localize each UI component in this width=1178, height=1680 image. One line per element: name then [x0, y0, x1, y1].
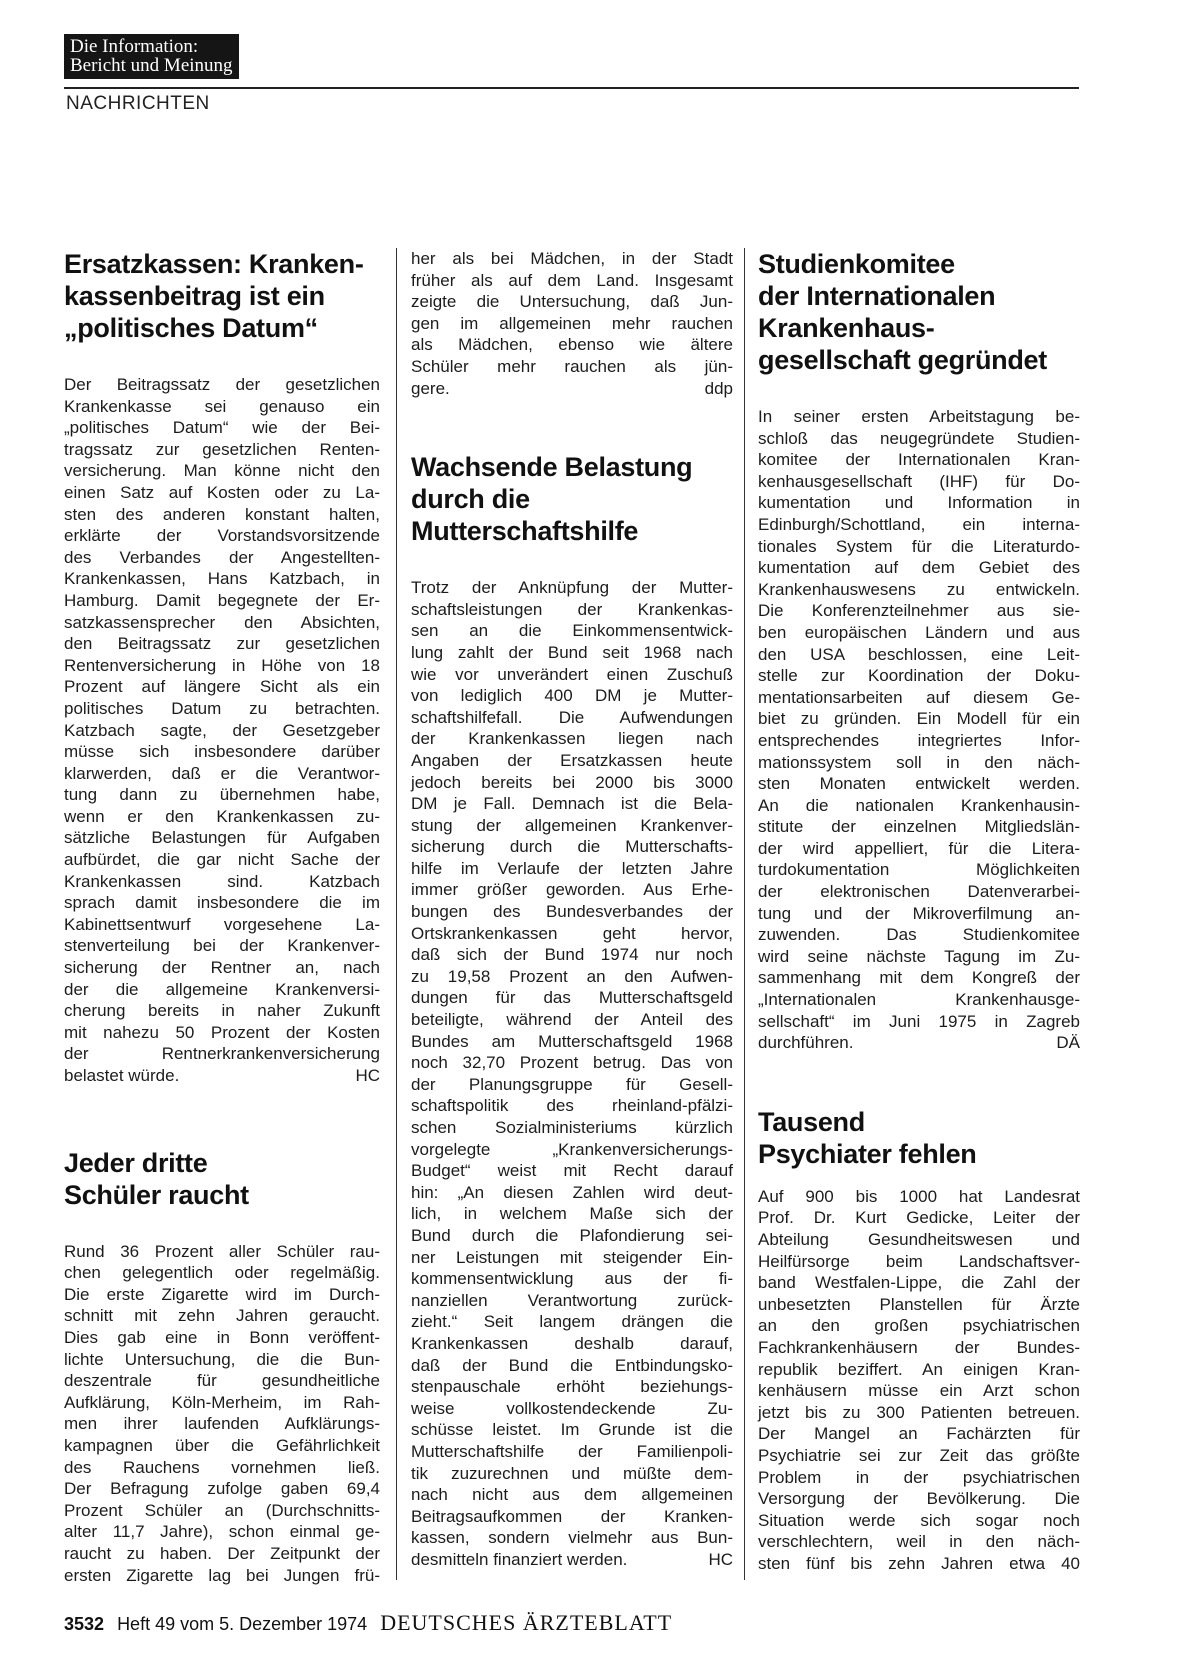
text-line: des Verbandes der Angestellten- — [64, 547, 380, 567]
text-line: zieht.“ Seit langem drängen die — [411, 1312, 733, 1332]
text-line: durchführen. DÄ — [758, 1033, 1080, 1053]
text-line: stung der allgemeinen Krankenver- — [411, 815, 733, 835]
author-signature: ddp — [704, 378, 733, 398]
text-line: tragssatz zur gesetzlichen Renten- — [64, 439, 380, 459]
text-line: zeigte die Untersuchung, daß Jun- — [411, 292, 733, 312]
text-line: Prozent auf längere Sicht als ein — [64, 677, 380, 697]
text-line: band Westfalen-Lippe, die Zahl der — [758, 1273, 1080, 1293]
text-line: tik zuzurechnen und müßte dem- — [411, 1463, 733, 1483]
text-line: Problem in der psychiatrischen — [758, 1467, 1080, 1487]
title-line: Psychiater fehlen — [758, 1138, 977, 1169]
text-line: komitee der Internationalen Kran- — [758, 450, 1080, 470]
text-line: kampagnen über die Gefährlichkeit — [64, 1435, 380, 1455]
title-line: durch die — [411, 484, 530, 515]
text-line: nanziellen Verantwortung zurück- — [411, 1290, 733, 1310]
text-line: sellschaft“ im Juni 1975 in Zagreb — [758, 1011, 1080, 1031]
text-line: von lediglich 400 DM je Mutter- — [411, 686, 733, 706]
text-line: verschlechtern, weil in den näch- — [758, 1532, 1080, 1552]
text-line: der elektronischen Datenverarbei- — [758, 882, 1080, 902]
text-line: aufbürdet, die gar nicht Sache der — [64, 850, 380, 870]
text-line: Abteilung Gesundheitswesen und — [758, 1230, 1080, 1249]
title-line: Tausend — [758, 1106, 865, 1137]
author-signature: HC — [708, 1549, 733, 1569]
title-line: Schüler raucht — [64, 1179, 249, 1210]
text-line: wird seine nächste Tagung im Zu- — [758, 946, 1080, 966]
title-line: Krankenhaus- — [758, 313, 935, 343]
text-line: Der Beitragssatz der gesetzlichen — [64, 375, 380, 394]
article-body — [758, 1186, 1080, 1575]
article-ersatzkassen — [64, 248, 380, 1087]
text-line: kumentation auf dem Gebiet des — [758, 558, 1080, 578]
text-line: Fachkrankenhäusern der Bundes- — [758, 1337, 1080, 1357]
text-line: DM je Fall. Demnach ist die Bela- — [411, 794, 733, 814]
page-number: 3532 — [64, 1614, 105, 1634]
masthead — [64, 34, 239, 79]
text-line: turdokumentation Möglichkeiten — [758, 860, 1080, 880]
masthead-line2: Bericht und Meinung — [70, 55, 233, 76]
text-line: Psychiatrie sei zur Zeit das größte — [758, 1445, 1080, 1465]
text-line: politisches Datum zu betrachten. — [64, 698, 380, 718]
column-divider-2 — [744, 248, 745, 1580]
text-line: sten des anderen konstant halten, — [64, 504, 380, 524]
text-line: der Planungsgruppe für Gesell- — [411, 1074, 733, 1094]
text-line: mationssystem soll in den näch- — [758, 752, 1080, 772]
text-line: An die nationalen Krankenhausin- — [758, 795, 1080, 815]
text-line: „Internationalen Krankenhausge- — [758, 990, 1080, 1010]
text-line: versicherung. Man könne nicht den — [64, 461, 380, 481]
text-line: Trotz der Anknüpfung der Mutter- — [411, 578, 733, 598]
text-line: desmitteln finanziert werden. HC — [411, 1549, 733, 1569]
text-line: mit nahezu 50 Prozent der Kosten — [64, 1022, 380, 1042]
text-line: cherung bereits in naher Zukunft — [64, 1001, 380, 1021]
text-line: der die allgemeine Krankenversi- — [64, 979, 380, 999]
text-line: Prozent Schüler an (Durchschnitts- — [64, 1500, 380, 1520]
text-line: dungen für das Mutterschaftsgeld — [411, 988, 733, 1008]
article-body — [64, 1241, 380, 1587]
text-line: Krankenkassen, Hans Katzbach, in — [64, 569, 380, 589]
text-line: Angaben der Ersatzkassen heute — [411, 750, 733, 770]
text-line: gen im allgemeinen mehr rauchen — [411, 313, 733, 333]
title-line: Studienkomitee — [758, 249, 955, 279]
column-2 — [411, 248, 733, 1570]
text-line: gere. ddp — [411, 378, 733, 398]
article-title — [64, 1147, 380, 1211]
text-line: raucht zu haben. Der Zeitpunkt der — [64, 1543, 380, 1563]
text-line: der Krankenkassen liegen nach — [411, 729, 733, 749]
text-line: wie vor unverändert einen Zuschuß — [411, 664, 733, 684]
text-line: sten Monaten entwickelt werden. — [758, 774, 1080, 794]
text-line: ner Leistungen mit steigender Ein- — [411, 1247, 733, 1267]
text-line: lichte Untersuchung, die die Bun- — [64, 1349, 380, 1369]
text-line: Krankenkassen deshalb darauf, — [411, 1333, 733, 1353]
article-body-continued — [411, 248, 733, 399]
text-line: belastet würde. HC — [64, 1066, 380, 1085]
text-line: sätzliche Belastungen für Aufgaben — [64, 828, 380, 848]
text-line: mentationsarbeiten auf diesem Ge- — [758, 687, 1080, 707]
text-line: zuwenden. Das Studienkomitee — [758, 925, 1080, 945]
title-line: der Internationalen — [758, 281, 996, 311]
text-line: stitute der einzelnen Mitgliedslän- — [758, 817, 1080, 837]
text-line: hilfe im Verlaufe der letzten Jahre — [411, 858, 733, 878]
text-line: schüsse leistet. Im Grunde ist die — [411, 1420, 733, 1440]
text-line: Krankenkassen sind. Katzbach — [64, 871, 380, 891]
article-schueler — [64, 1147, 380, 1587]
section-label: NACHRICHTEN — [66, 93, 210, 114]
text-line: men ihrer laufenden Aufklärungs- — [64, 1414, 380, 1434]
text-line: nach nicht aus dem allgemeinen — [411, 1485, 733, 1505]
text-line: Dies gab eine in Bonn veröffent- — [64, 1327, 380, 1347]
author-signature: DÄ — [1056, 1033, 1080, 1053]
text-line: wenn er den Krankenkassen zu- — [64, 806, 380, 826]
column-3 — [758, 248, 1080, 1575]
text-line: Situation werde sich sogar noch — [758, 1510, 1080, 1530]
text-line: schen Sozialministeriums kürzlich — [411, 1118, 733, 1137]
text-line: sicherung der Rentner an, nach — [64, 958, 380, 978]
article-title — [411, 451, 733, 547]
text-line: erklärte der Vorstandsvorsitzende — [64, 526, 380, 546]
footer — [64, 1610, 672, 1636]
text-line: Kabinettsentwurf vorgesehene La- — [64, 914, 380, 934]
text-line: Katzbach sagte, der Gesetzgeber — [64, 720, 380, 740]
text-line: Aufklärung, Köln-Merheim, im Rah- — [64, 1392, 380, 1412]
column-1 — [64, 248, 380, 1586]
text-line: einen Satz auf Kosten oder zu La- — [64, 482, 380, 502]
column-divider-1 — [396, 248, 397, 1580]
title-line: „politisches Datum“ — [64, 313, 318, 343]
text-line: republik beziffert. An einigen Kran- — [758, 1359, 1080, 1379]
text-line: der Rentnerkrankenversicherung — [64, 1044, 380, 1064]
text-line: immer größer geworden. Aus Erhe- — [411, 880, 733, 900]
text-line: sammenhang mit dem Kongreß der — [758, 968, 1080, 988]
text-line: stelle zur Koordination der Doku- — [758, 666, 1080, 686]
text-line: schnitt mit zehn Jahren geraucht. — [64, 1306, 380, 1326]
text-line: müsse sich insbesondere darüber — [64, 742, 380, 762]
text-line: Auf 900 bis 1000 hat Landesrat — [758, 1186, 1080, 1206]
text-line: kenhausgesellschaft (IHF) für Do- — [758, 471, 1080, 491]
text-line: Bund durch die Plafondierung sei- — [411, 1225, 733, 1245]
text-line: entsprechendes integriertes Infor- — [758, 730, 1080, 750]
text-line: kassen, sondern vielmehr aus Bun- — [411, 1528, 733, 1548]
text-line: unbesetzten Planstellen für Ärzte — [758, 1294, 1080, 1314]
text-line: Mutterschaftshilfe der Familienpoli- — [411, 1441, 733, 1461]
text-line: Edinburgh/Schottland, ein interna- — [758, 514, 1080, 534]
text-line: kommensentwicklung aus der fi- — [411, 1269, 733, 1289]
article-title — [758, 248, 1080, 376]
title-line: Wachsende Belastung — [411, 452, 693, 483]
text-line: Ortskrankenkassen geht hervor, — [411, 923, 733, 943]
text-line: kumentation und Information in — [758, 493, 1080, 513]
text-line: früher als auf dem Land. Insgesamt — [411, 270, 733, 290]
text-line: jetzt bis zu 300 Patienten betreuen. — [758, 1402, 1080, 1422]
text-line: tionales System für die Literaturdo- — [758, 536, 1080, 556]
text-line: Krankenkasse sei genauso ein — [64, 396, 380, 416]
text-line: schloß das neugegründete Studien- — [758, 428, 1080, 448]
text-line: der wird appelliert, für die Litera- — [758, 838, 1080, 858]
text-line: Der Mangel an Fachärzten für — [758, 1424, 1080, 1444]
title-line: Mutterschaftshilfe — [411, 516, 639, 547]
text-line: Budget“ weist mit Recht darauf — [411, 1161, 733, 1181]
text-line: tung dann zu übernehmen habe, — [64, 785, 380, 805]
text-line: hin: „An diesen Zahlen wird deut- — [411, 1182, 733, 1202]
text-line: als Mädchen, ebenso wie ältere — [411, 335, 733, 355]
text-line: Rentenversicherung in Höhe von 18 — [64, 655, 380, 675]
article-body — [411, 577, 733, 1570]
text-line: beteiligte, während der Anteil des — [411, 1010, 733, 1030]
text-line: sprach damit insbesondere die im — [64, 893, 380, 913]
title-line: gesellschaft gegründet — [758, 345, 1047, 375]
text-line: Krankenhauswesens zu entwickeln. — [758, 579, 1080, 599]
text-line: Beitragsaufkommen der Kranken- — [411, 1506, 733, 1526]
article-studienkomitee — [758, 248, 1080, 1054]
text-line: her als bei Mädchen, in der Stadt — [411, 249, 733, 268]
article-title — [64, 248, 380, 344]
article-body — [64, 374, 380, 1087]
text-line: bungen des Bundesverbandes der — [411, 902, 733, 922]
header-rule — [64, 87, 1079, 89]
text-line: tung und der Mikroverfilmung an- — [758, 903, 1080, 923]
text-line: Rund 36 Prozent aller Schüler rau- — [64, 1241, 380, 1261]
text-line: sten fünf bis zehn Jahren etwa 40 — [758, 1553, 1080, 1573]
text-line: schaftsleistungen der Krankenkas- — [411, 599, 733, 619]
text-line: kenhäusern müsse ein Arzt schon — [758, 1381, 1080, 1401]
text-line: des Rauchens vornehmen ließ. — [64, 1457, 380, 1477]
text-line: Heilfürsorge beim Landschaftsver- — [758, 1251, 1080, 1271]
issue-info: Heft 49 vom 5. Dezember 1974 — [117, 1614, 368, 1634]
text-line: deszentrale für gesundheitliche — [64, 1371, 380, 1391]
title-line: kassenbeitrag ist ein — [64, 281, 325, 311]
text-line: jedoch bereits bei 2000 bis 3000 — [411, 772, 733, 792]
text-line: alter 11,7 Jahre), schon einmal ge- — [64, 1522, 380, 1542]
text-line: schaftspolitik des rheinland-pfälzi- — [411, 1096, 733, 1116]
article-mutterschaft — [411, 451, 733, 1570]
text-line: stenpauschale erhöht beziehungs- — [411, 1377, 733, 1397]
title-line: Ersatzkassen: Kranken- — [64, 249, 364, 279]
text-line: Der Befragung zufolge gaben 69,4 — [64, 1479, 380, 1499]
text-line: „politisches Datum“ wie der Bei- — [64, 418, 380, 438]
text-line: Die erste Zigarette wird im Durch- — [64, 1284, 380, 1304]
publication-name: DEUTSCHES ÄRZTEBLATT — [380, 1610, 673, 1635]
article-title — [758, 1106, 1080, 1170]
text-line: lich, in welchem Maße sich der — [411, 1204, 733, 1224]
text-line: Schüler mehr rauchen als jün- — [411, 356, 733, 376]
text-line: klarwerden, daß er die Verantwor- — [64, 763, 380, 783]
text-line: ersten Zigarette lag bei Jungen frü- — [64, 1565, 380, 1585]
text-line: noch 32,70 Prozent betrug. Das von — [411, 1053, 733, 1073]
text-line: satzkassensprecher den Absichten, — [64, 612, 380, 632]
text-line: lung zahlt der Bund seit 1968 nach — [411, 642, 733, 662]
text-line: weise vollkostendeckende Zu- — [411, 1398, 733, 1418]
text-line: Die Konferenzteilnehmer aus sie- — [758, 601, 1080, 621]
text-line: daß sich der Bund 1974 nur noch — [411, 945, 733, 965]
text-line: Prof. Dr. Kurt Gedicke, Leiter der — [758, 1208, 1080, 1228]
masthead-line1: Die Information: — [70, 36, 199, 57]
article-psychiater — [758, 1106, 1080, 1575]
text-line: In seiner ersten Arbeitstagung be- — [758, 407, 1080, 426]
text-line: chen gelegentlich oder regelmäßig. — [64, 1263, 380, 1283]
title-line: Jeder dritte — [64, 1147, 208, 1178]
text-line: sicherung durch die Mutterschafts- — [411, 837, 733, 857]
text-line: schaftshilfefall. Die Aufwendungen — [411, 707, 733, 727]
text-line: biet zu gründen. Ein Modell für ein — [758, 709, 1080, 729]
text-line: vorgelegte „Krankenversicherungs- — [411, 1139, 733, 1159]
text-line: zu 19,58 Prozent an den Aufwen- — [411, 966, 733, 986]
text-line: den USA beschlossen, eine Leit- — [758, 644, 1080, 664]
text-line: stenverteilung bei der Krankenver- — [64, 936, 380, 956]
author-signature: HC — [355, 1066, 380, 1085]
text-line: an den großen psychiatrischen — [758, 1316, 1080, 1336]
text-line: den Beitragssatz zur gesetzlichen — [64, 634, 380, 654]
text-line: daß der Bund die Entbindungsko- — [411, 1355, 733, 1375]
text-line: Hamburg. Damit begegnete der Er- — [64, 590, 380, 610]
text-line: sen an die Einkommensentwick- — [411, 621, 733, 641]
article-body — [758, 406, 1080, 1054]
text-line: ben europäischen Ländern und aus — [758, 622, 1080, 642]
text-line: Versorgung der Bevölkerung. Die — [758, 1489, 1080, 1509]
text-line: Bundes am Mutterschaftsgeld 1968 — [411, 1031, 733, 1051]
